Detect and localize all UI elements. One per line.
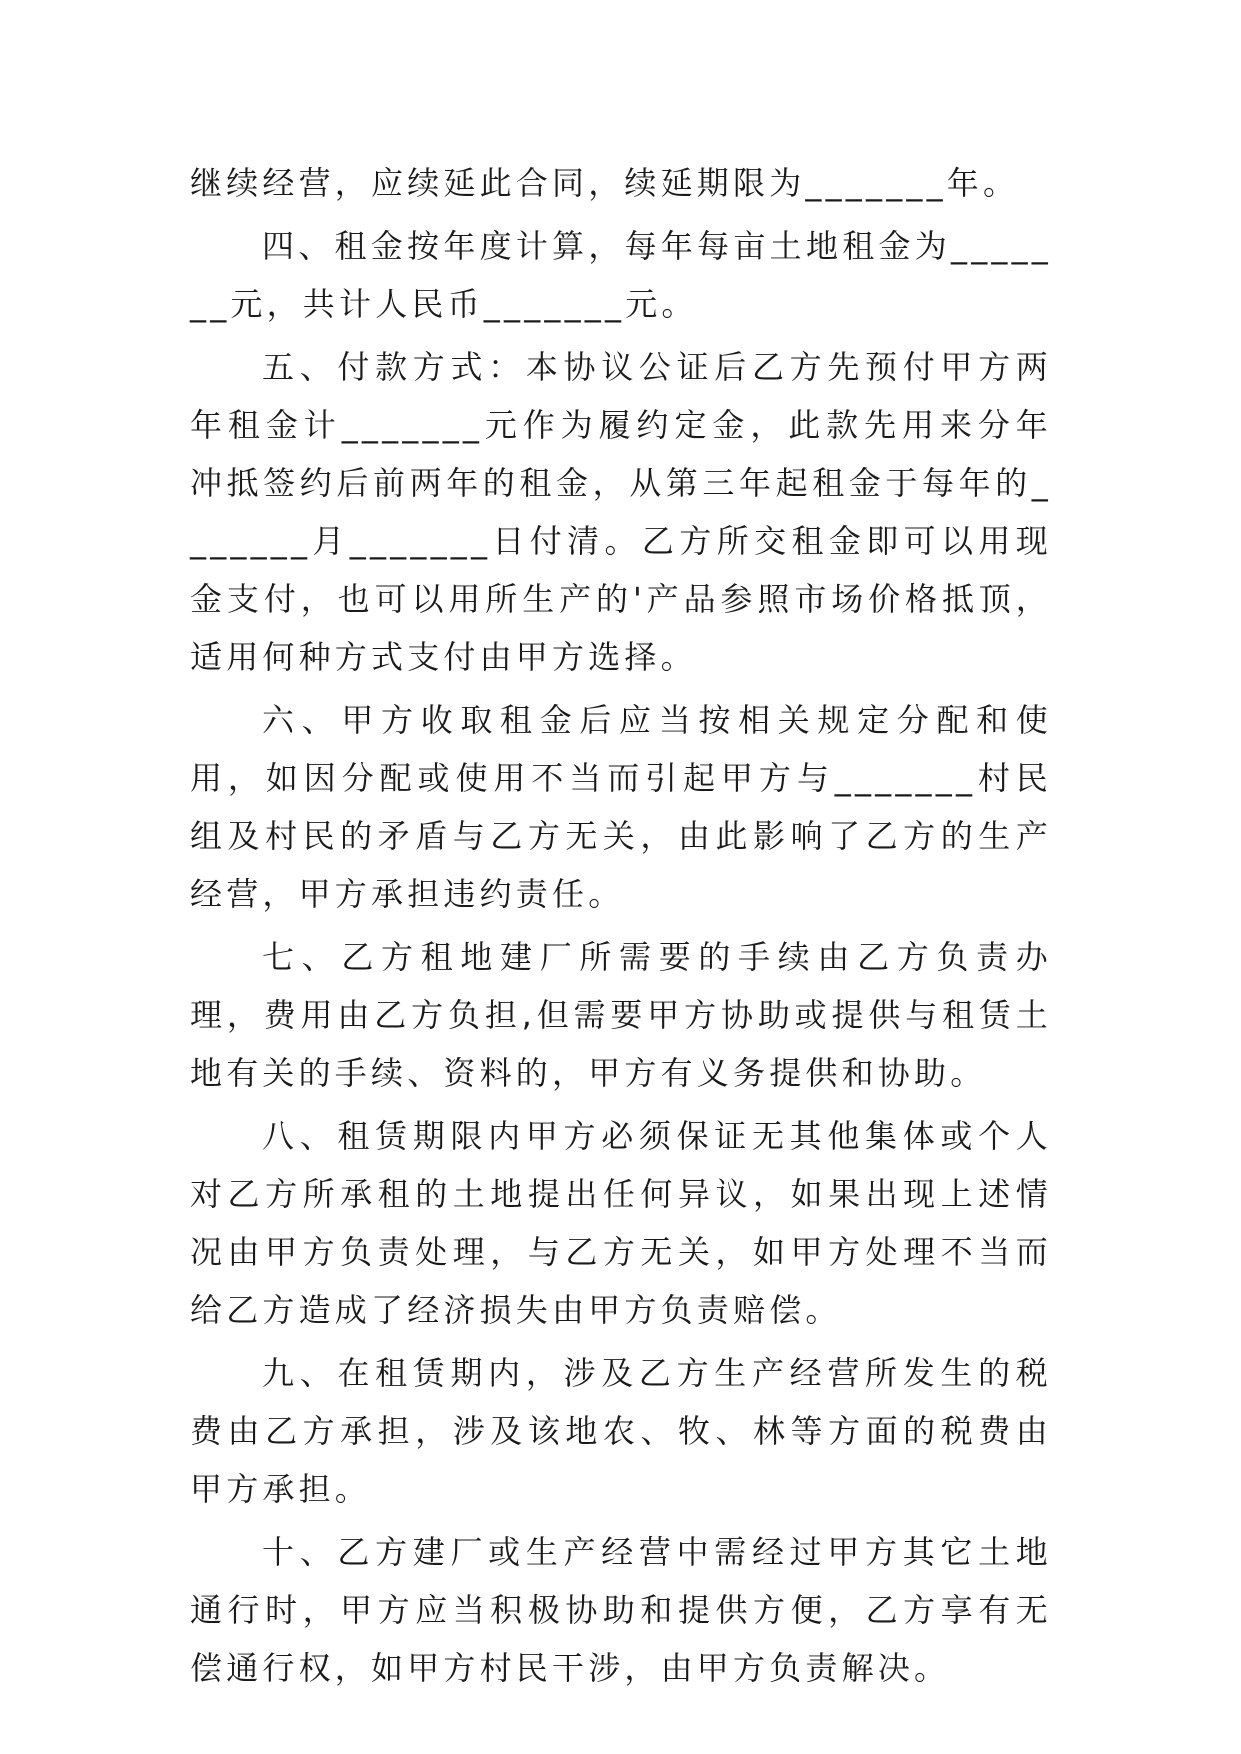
paragraph-clause-8-objections: 八、租赁期限内甲方必须保证无其他集体或个人对乙方所承租的土地提出任何异议，如果出现上述情况由甲方负责处理，与乙方无关，如甲方处理不当而给乙方造成了经济损失由甲方负责赔偿。 <box>190 1117 1052 1329</box>
contract-text-body <box>190 154 1052 1702</box>
paragraph-clause-5-payment: 五、付款方式：本协议公证后乙方先预付甲方两年租金计_______元作为履约定金，此款先用来分年冲抵签约后前两年的租金，从第三年起租金于每年的_______月_______日付清。乙方所交租金即可以用现金支付，也可以用所生产的'产品参照市场价格抵顶，适用何种方式支付由甲方选择。 <box>190 348 1052 676</box>
paragraph-renewal-term: 继续经营，应续延此合同，续延期限为_______年。 <box>190 164 1020 202</box>
paragraph-clause-9-taxes: 九、在租赁期内，涉及乙方生产经营所发生的税费由乙方承担，涉及该地农、牧、林等方面的税费由甲方承担。 <box>190 1354 1052 1508</box>
paragraph-clause-10-passage: 十、乙方建厂或生产经营中需经过甲方其它土地通行时，甲方应当积极协助和提供方便，乙方享有无偿通行权，如甲方村民干涉，由甲方负责解决。 <box>190 1533 1052 1687</box>
paragraph-clause-6-rent-distribution: 六、甲方收取租金后应当按相关规定分配和使用，如因分配或使用不当而引起甲方与_______村民组及村民的矛盾与乙方无关，由此影响了乙方的生产经营，甲方承担违约责任。 <box>190 701 1052 913</box>
paragraph-clause-7-procedures: 七、乙方租地建厂所需要的手续由乙方负责办理，费用由乙方负担,但需要甲方协助或提供与租赁土地有关的手续、资料的，甲方有义务提供和协助。 <box>190 938 1052 1092</box>
paragraph-clause-4-rent: 四、租金按年度计算，每年每亩土地租金为_______元，共计人民币_______元。 <box>190 227 1052 323</box>
